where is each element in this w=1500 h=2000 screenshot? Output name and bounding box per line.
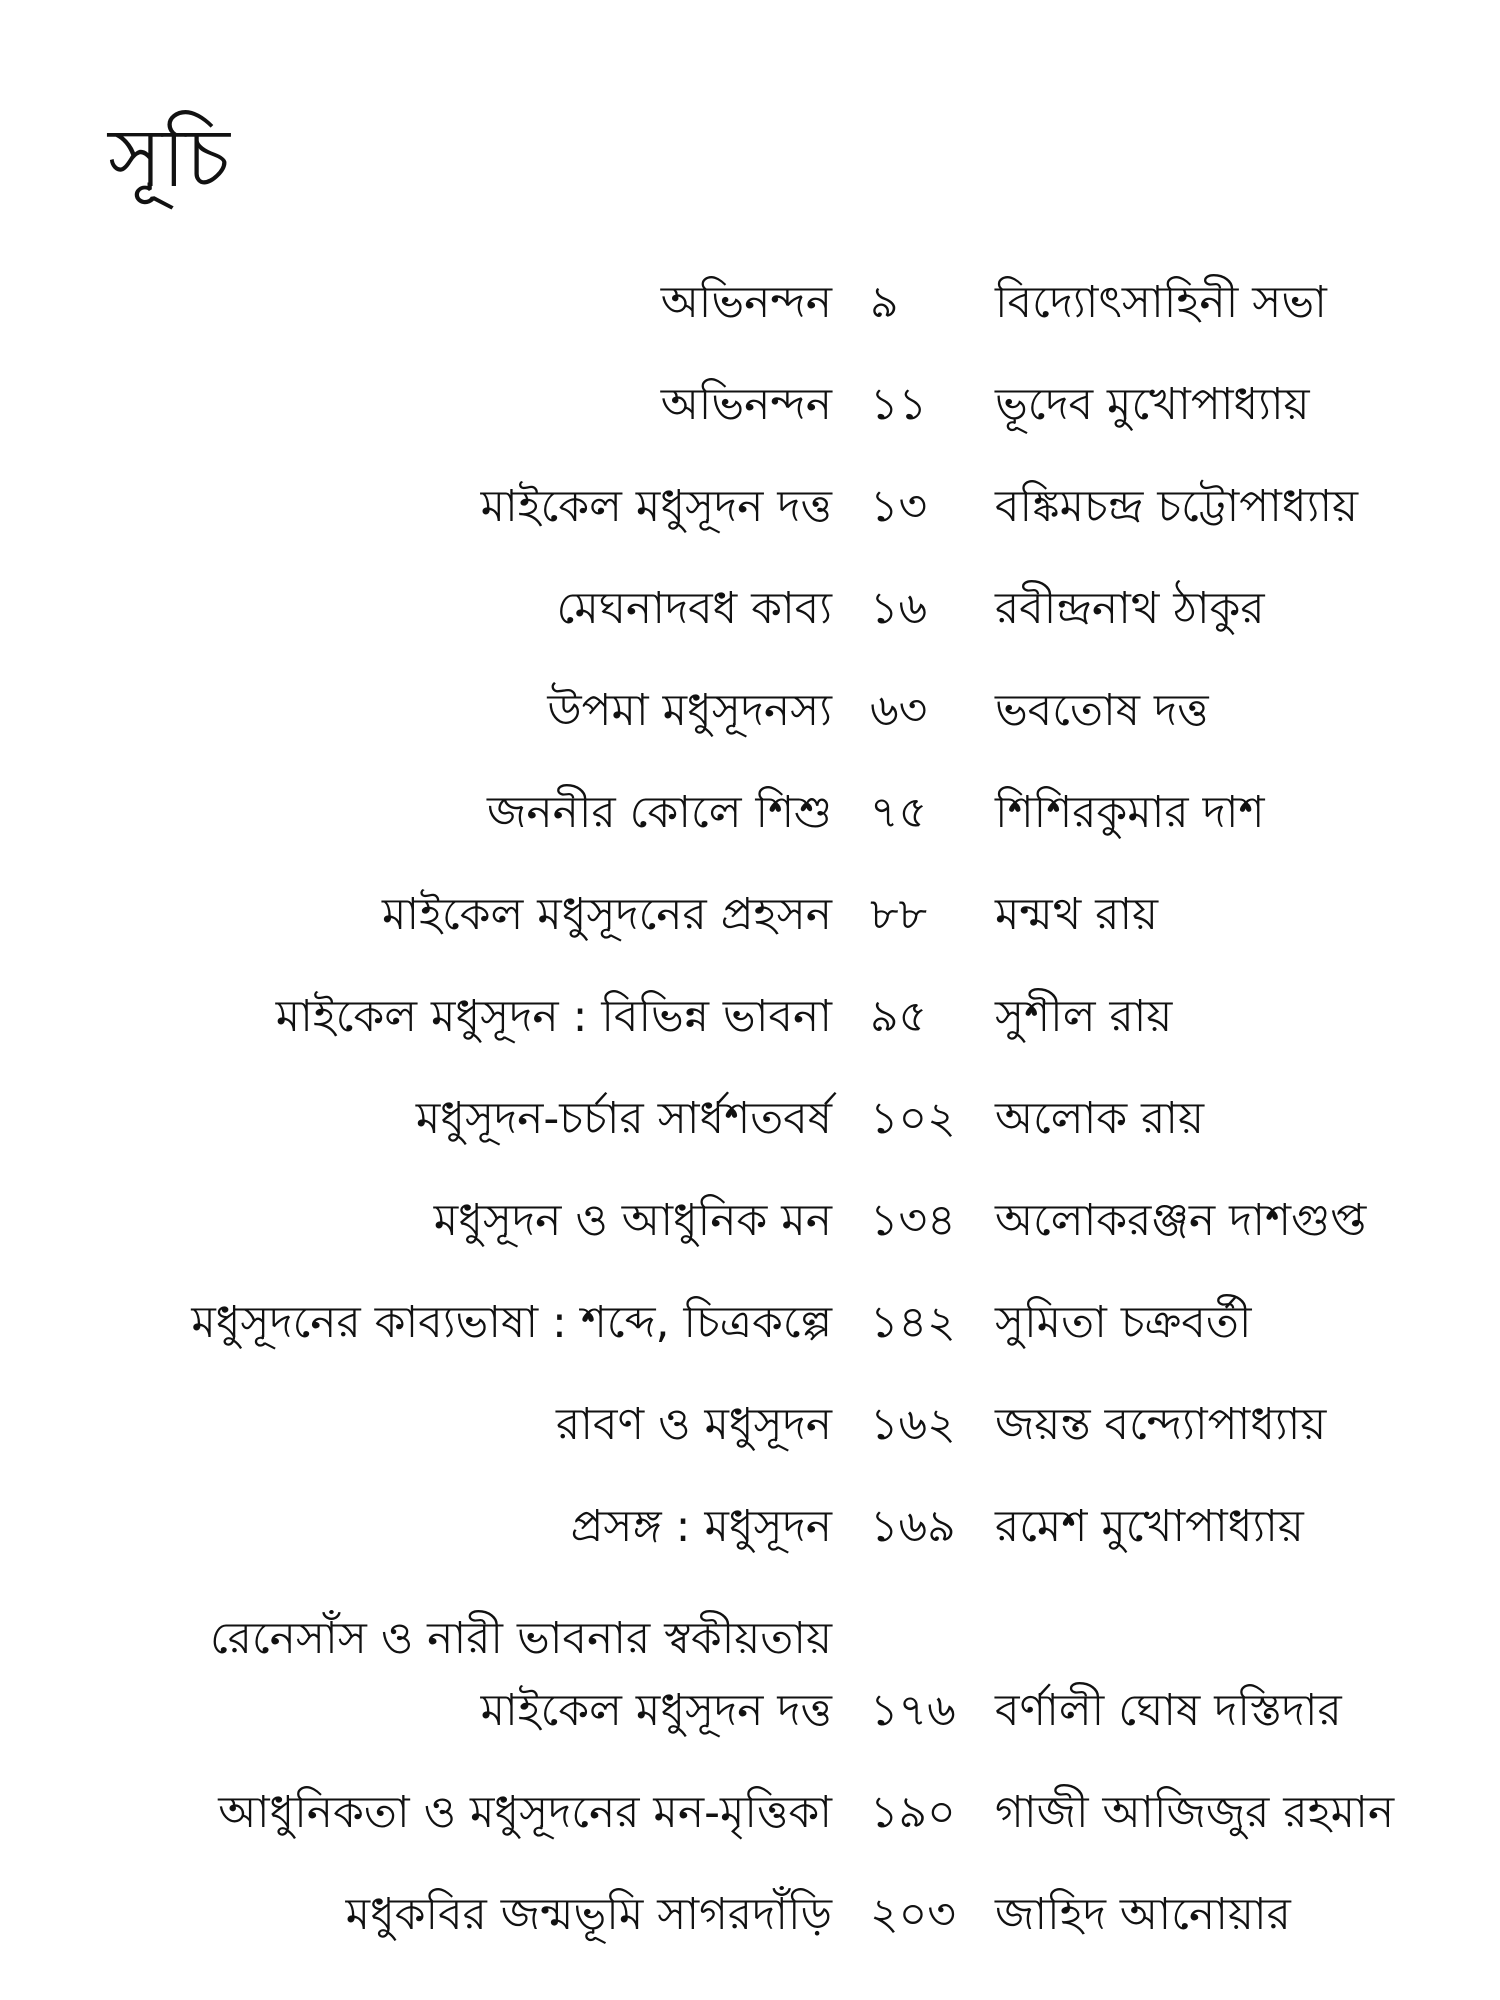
toc-entry (0, 778, 1500, 848)
entry-author: জয়ন্ত বন্দ্যোপাধ্যায় (995, 1399, 1327, 1450)
toc-entry (0, 1778, 1500, 1848)
entry-title: প্রসঙ্গ : মধুসূদন (570, 1501, 832, 1552)
entry-title: আধুনিকতা ও মধুসূদনের মন-মৃত্তিকা (218, 1787, 832, 1838)
entry-page-number: ৯৫ (870, 991, 928, 1042)
entry-page-number: ১৬ (870, 583, 928, 634)
entry-title-first-line: রেনেসাঁস ও নারী ভাবনার স্বকীয়তায় (209, 1613, 832, 1664)
toc-entry (0, 880, 1500, 950)
toc-entry (0, 1186, 1500, 1256)
entry-title: মধুসূদনের কাব্যভাষা : শব্দে, চিত্রকল্পে (191, 1297, 832, 1348)
entry-author: ভবতোষ দত্ত (995, 685, 1209, 736)
entry-page-number: ১৩ (870, 481, 928, 532)
entry-author: বিদ্যোৎসাহিনী সভা (995, 277, 1327, 328)
entry-page-number: ১১ (870, 379, 928, 430)
entry-page-number: ২০৩ (870, 1889, 956, 1940)
entry-page-number: ১৬২ (870, 1399, 956, 1450)
entry-page-number: ৭৫ (870, 787, 928, 838)
entry-author: মন্মথ রায় (995, 889, 1159, 940)
entry-title: উপমা মধুসূদনস্য (547, 685, 832, 736)
toc-entry (0, 370, 1500, 440)
entry-title: মধুসূদন ও আধুনিক মন (433, 1195, 832, 1246)
entry-page-number: ৯ (870, 277, 899, 328)
toc-entry (0, 1880, 1500, 1950)
entry-author: বর্ণালী ঘোষ দস্তিদার (995, 1685, 1342, 1736)
entry-author: বঙ্কিমচন্দ্র চট্টোপাধ্যায় (995, 481, 1359, 532)
entry-author: সুশীল রায় (995, 991, 1173, 1042)
entry-page-number: ৬৩ (870, 685, 928, 736)
entry-title: মাইকেল মধুসূদন দত্ত (480, 481, 832, 532)
entry-title: মাইকেল মধুসূদন : বিভিন্ন ভাবনা (275, 991, 832, 1042)
entry-author: গাজী আজিজুর রহমান (995, 1787, 1395, 1838)
entry-title: মাইকেল মধুসূদন দত্ত (480, 1685, 832, 1736)
toc-entry (0, 1288, 1500, 1358)
entry-author: জাহিদ আনোয়ার (995, 1889, 1291, 1940)
entry-page-number: ১৭৬ (870, 1685, 956, 1736)
entry-author: সুমিতা চক্রবর্তী (995, 1297, 1252, 1348)
toc-entry (0, 574, 1500, 644)
entry-title: জননীর কোলে শিশু (486, 787, 832, 838)
entry-author: অলোকরঞ্জন দাশগুপ্ত (995, 1195, 1367, 1246)
entry-title: মধুসূদন-চর্চার সার্ধশতবর্ষ (415, 1093, 832, 1144)
entry-page-number: ১৬৯ (870, 1501, 956, 1552)
entry-title: মেঘনাদবধ কাব্য (556, 583, 832, 634)
entry-title: অভিনন্দন (660, 277, 832, 328)
toc-entry (0, 982, 1500, 1052)
toc-entry (0, 1492, 1500, 1562)
page-title: সূচি (108, 111, 230, 206)
entry-author: শিশিরকুমার দাশ (995, 787, 1265, 838)
toc-entry (0, 1676, 1500, 1746)
entry-author: ভূদেব মুখোপাধ্যায় (995, 379, 1310, 430)
entry-page-number: ১৩৪ (870, 1195, 956, 1246)
entry-author: রমেশ মুখোপাধ্যায় (995, 1501, 1304, 1552)
toc-entry (0, 676, 1500, 746)
entry-author: রবীন্দ্রনাথ ঠাকুর (995, 583, 1265, 634)
toc-entry (0, 1084, 1500, 1154)
entry-author: অলোক রায় (995, 1093, 1204, 1144)
entry-page-number: ৮৮ (870, 889, 928, 940)
entry-title: মধুকবির জন্মভূমি সাগরদাঁড়ি (345, 1889, 832, 1940)
entry-title: মাইকেল মধুসূদনের প্রহসন (381, 889, 832, 940)
toc-entry (0, 1390, 1500, 1460)
toc-entry (0, 268, 1500, 338)
entry-page-number: ১০২ (870, 1093, 956, 1144)
toc-entry (0, 472, 1500, 542)
entry-page-number: ১৪২ (870, 1297, 956, 1348)
entry-title: অভিনন্দন (660, 379, 832, 430)
entry-title: রাবণ ও মধুসূদন (556, 1399, 832, 1450)
entry-page-number: ১৯০ (870, 1787, 956, 1838)
